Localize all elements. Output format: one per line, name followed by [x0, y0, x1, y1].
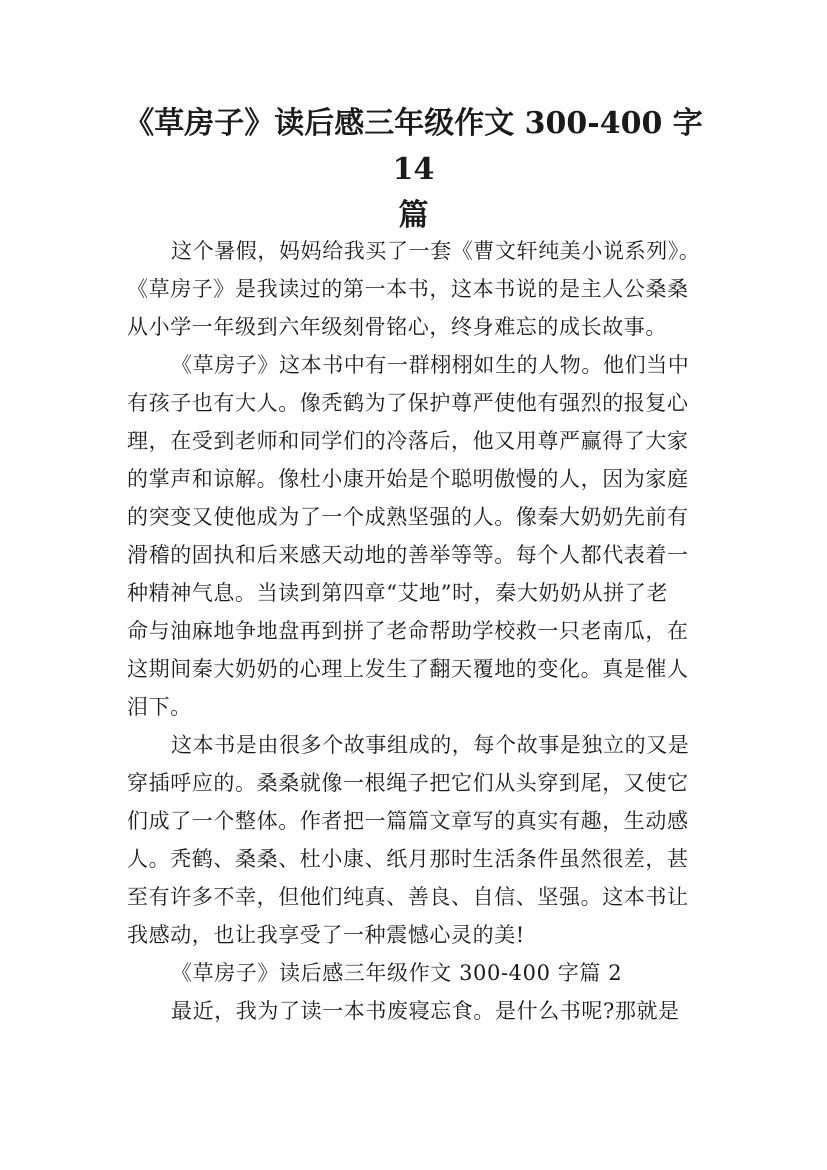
text-line: 这期间秦大奶奶的心理上发生了翻天覆地的变化。真是催人 [127, 657, 689, 681]
text-line: 有孩子也有大人。像秃鹤为了保护尊严使他有强烈的报复心 [127, 391, 689, 415]
text-line: 的突变又使他成为了一个成熟坚强的人。像秦大奶奶先前有 [127, 505, 689, 529]
text-line: 我感动，也让我享受了一种震憾心灵的美! [127, 923, 525, 947]
text-line: 这本书是由很多个故事组成的，每个故事是独立的又是 [171, 733, 690, 757]
text-line: 泪下。 [127, 695, 192, 719]
section-heading: 《草房子》读后感三年级作文 300-400 字篇 2 [171, 961, 623, 985]
document-body [127, 232, 727, 1030]
title-line-2: 篇 [398, 198, 429, 233]
document-title [110, 101, 717, 239]
text-line: 从小学一年级到六年级刻骨铭心，终身难忘的成长故事。 [127, 315, 667, 339]
text-line: 最近，我为了读一本书废寝忘食。是什么书呢?那就是 [171, 999, 680, 1023]
text-line: 种精神气息。当读到第四章“艾地”时，秦大奶奶从拼了老 [127, 581, 669, 605]
text-line: 的掌声和谅解。像杜小康开始是个聪明傲慢的人，因为家庭 [127, 467, 689, 491]
text-line: 穿插呼应的。桑桑就像一根绳子把它们从头穿到尾，又使它 [127, 771, 689, 795]
text-line: 这个暑假，妈妈给我买了一套《曹文轩纯美小说系列》。 [171, 239, 701, 263]
text-line: 们成了一个整体。作者把一篇篇文章写的真实有趣，生动感 [127, 809, 689, 833]
text-line: 人。秃鹤、桑桑、杜小康、纸月那时生活条件虽然很差，甚 [127, 847, 689, 871]
text-line: 命与油麻地争地盘再到拼了老命帮助学校救一只老南瓜，在 [127, 619, 689, 643]
text-line: 《草房子》这本书中有一群栩栩如生的人物。他们当中 [171, 353, 690, 377]
text-line: 滑稽的固执和后来感天动地的善举等等。每个人都代表着一 [127, 543, 689, 567]
text-line: 至有许多不幸，但他们纯真、善良、自信、坚强。这本书让 [127, 885, 689, 909]
text-line: 《草房子》是我读过的第一本书，这本书说的是主人公桑桑 [127, 277, 689, 301]
text-line: 理，在受到老师和同学们的冷落后，他又用尊严赢得了大家 [127, 429, 689, 453]
title-line-1: 《草房子》读后感三年级作文 300-400 字 14 [124, 106, 703, 187]
